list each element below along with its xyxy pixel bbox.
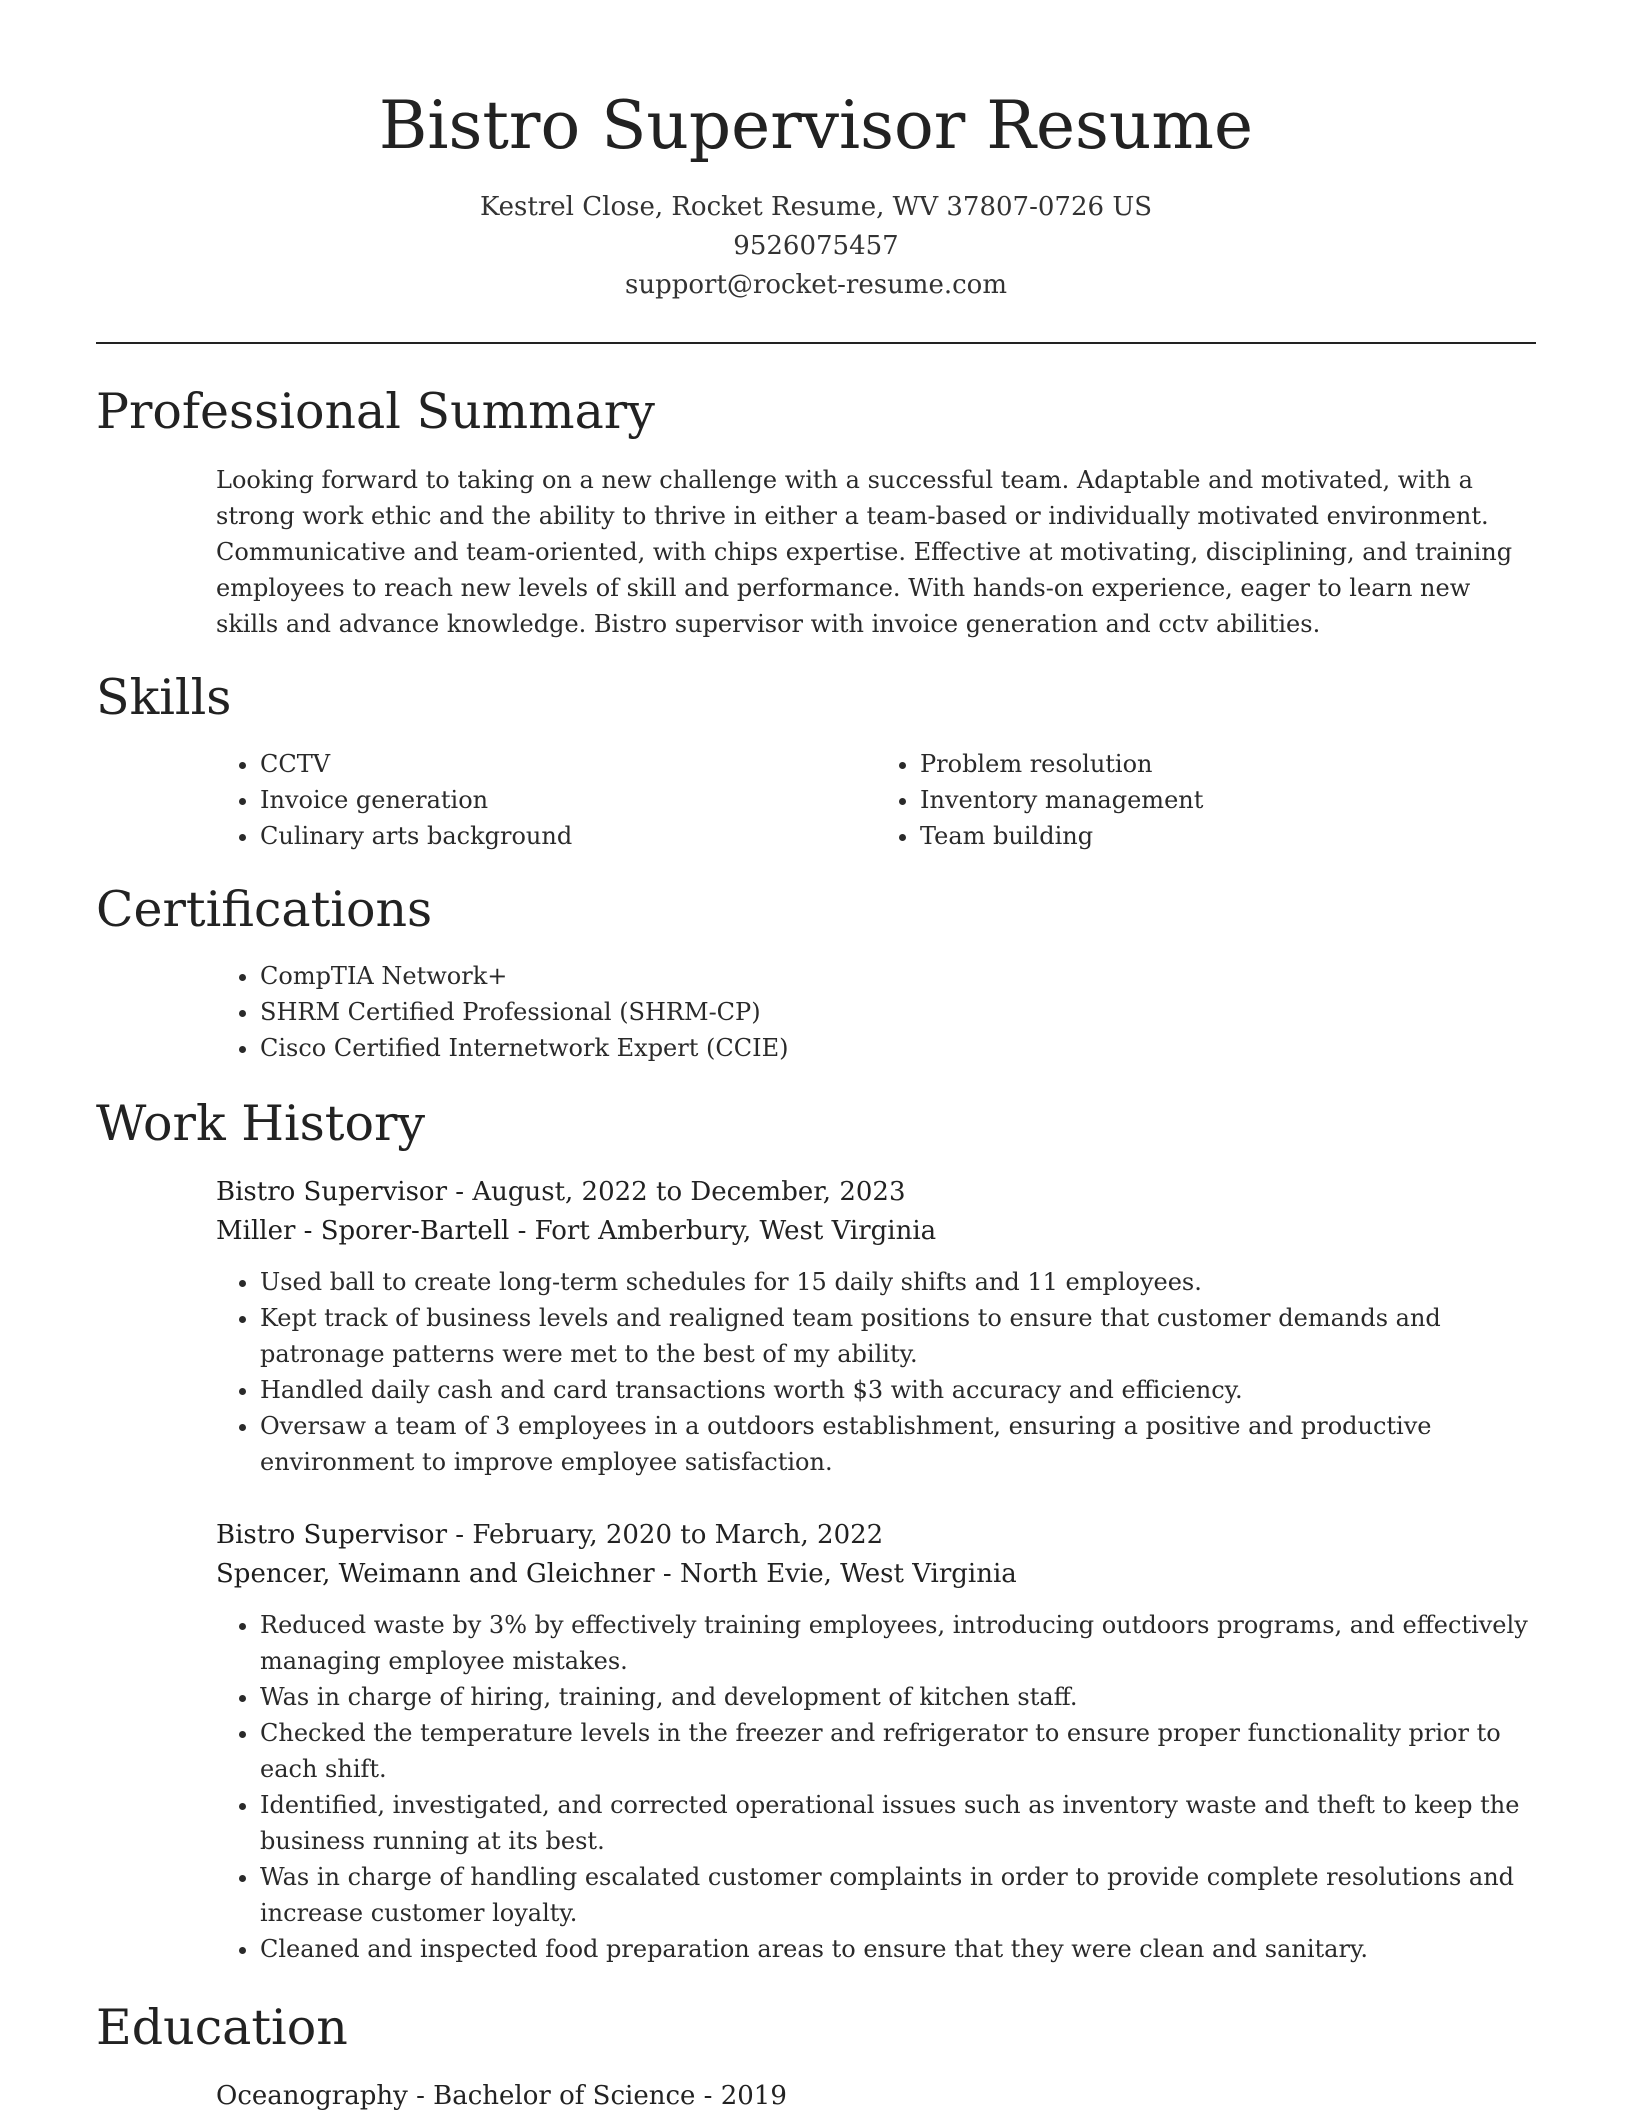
education-heading: Education bbox=[96, 1999, 348, 2056]
skills-heading: Skills bbox=[96, 669, 232, 726]
summary-heading: Professional Summary bbox=[96, 383, 655, 440]
skill-item: • Invoice generation bbox=[260, 782, 876, 818]
skill-item: • Team building bbox=[920, 818, 1536, 854]
contact-info bbox=[96, 188, 1536, 305]
job-dates: - August, 2022 to December, 2023 bbox=[447, 1177, 906, 1207]
job-bullet: • Cleaned and inspected food preparation areas to ensure that they were clean and sanitary. bbox=[260, 1931, 1536, 1967]
job-location: - Fort Amberbury, West Virginia bbox=[509, 1216, 937, 1246]
email: support@rocket-resume.com bbox=[624, 270, 1007, 300]
summary-text: Looking forward to taking on a new challenge with a successful team. Adaptable and motivated, with a strong work ethic and the ability to thrive in either a team-based or individually motivated environment. Communicative and team-oriented, with chips expertise. Effective at motivating, disciplining, and training employees to reach new levels of skill and performance. With hands-on experience, eager to learn new skills and advance knowledge. Bistro supervisor with invoice generation and cctv abilities. bbox=[216, 466, 1513, 638]
job-dates: - February, 2020 to March, 2022 bbox=[447, 1520, 884, 1550]
job-bullet: • Kept track of business levels and realigned team positions to ensure that customer demands and patronage patterns were met to the best of my ability. bbox=[260, 1300, 1536, 1372]
job-bullet: • Identified, investigated, and corrected operational issues such as inventory waste and theft to keep the business running at its best. bbox=[260, 1787, 1536, 1859]
phone: 9526075457 bbox=[733, 231, 899, 261]
job-title-line bbox=[216, 1173, 1536, 1212]
job-company: Spencer, Weimann and Gleichner bbox=[216, 1559, 655, 1589]
job-bullet: • Was in charge of handling escalated customer complaints in order to provide complete resolutions and increase customer loyalty. bbox=[260, 1859, 1536, 1931]
resume-title: Bistro Supervisor Resume bbox=[378, 87, 1254, 164]
resume-header bbox=[96, 78, 1536, 305]
skill-item: • CCTV bbox=[260, 746, 876, 782]
job-company-line bbox=[216, 1555, 1536, 1594]
certification-item: • Cisco Certified Internetwork Expert (CCIE) bbox=[260, 1030, 1536, 1066]
job-entry bbox=[216, 1173, 1536, 1480]
job-company: Miller - Sporer-Bartell bbox=[216, 1216, 510, 1246]
job-bullet: • Oversaw a team of 3 employees in a outdoors establishment, ensuring a positive and productive environment to improve employee satisfaction. bbox=[260, 1408, 1536, 1480]
job-title-line bbox=[216, 1516, 1536, 1555]
address: Kestrel Close, Rocket Resume, WV 37807-0726 US bbox=[479, 192, 1153, 222]
job-entry bbox=[216, 1516, 1536, 1967]
header-divider bbox=[96, 342, 1536, 344]
job-bullet: • Used ball to create long-term schedules for 15 daily shifts and 11 employees. bbox=[260, 1264, 1536, 1300]
skill-item: • Problem resolution bbox=[920, 746, 1536, 782]
certifications-list bbox=[216, 958, 1536, 1066]
certification-item: • SHRM Certified Professional (SHRM-CP) bbox=[260, 994, 1536, 1030]
certifications-heading: Certifications bbox=[96, 881, 433, 938]
education-entry: Oceanography - Bachelor of Science - 2019 bbox=[216, 2081, 787, 2111]
job-company-line bbox=[216, 1212, 1536, 1251]
job-bullet: • Checked the temperature levels in the freezer and refrigerator to ensure proper functionality prior to each shift. bbox=[260, 1715, 1536, 1787]
job-title: Bistro Supervisor bbox=[216, 1177, 448, 1207]
job-bullet: • Was in charge of hiring, training, and development of kitchen staff. bbox=[260, 1679, 1536, 1715]
work-history-heading: Work History bbox=[96, 1095, 426, 1152]
skill-item: • Inventory management bbox=[920, 782, 1536, 818]
skill-item: • Culinary arts background bbox=[260, 818, 876, 854]
certification-item: • CompTIA Network+ bbox=[260, 958, 1536, 994]
job-bullet: • Reduced waste by 3% by effectively training employees, introducing outdoors programs, and effectively managing employee mistakes. bbox=[260, 1607, 1536, 1679]
job-title: Bistro Supervisor bbox=[216, 1520, 448, 1550]
skills-column-left bbox=[216, 746, 876, 854]
skills-column-right bbox=[876, 746, 1536, 854]
skills-list bbox=[216, 746, 1536, 854]
job-bullet: • Handled daily cash and card transactions worth $3 with accuracy and efficiency. bbox=[260, 1372, 1536, 1408]
job-location: - North Evie, West Virginia bbox=[654, 1559, 1017, 1589]
